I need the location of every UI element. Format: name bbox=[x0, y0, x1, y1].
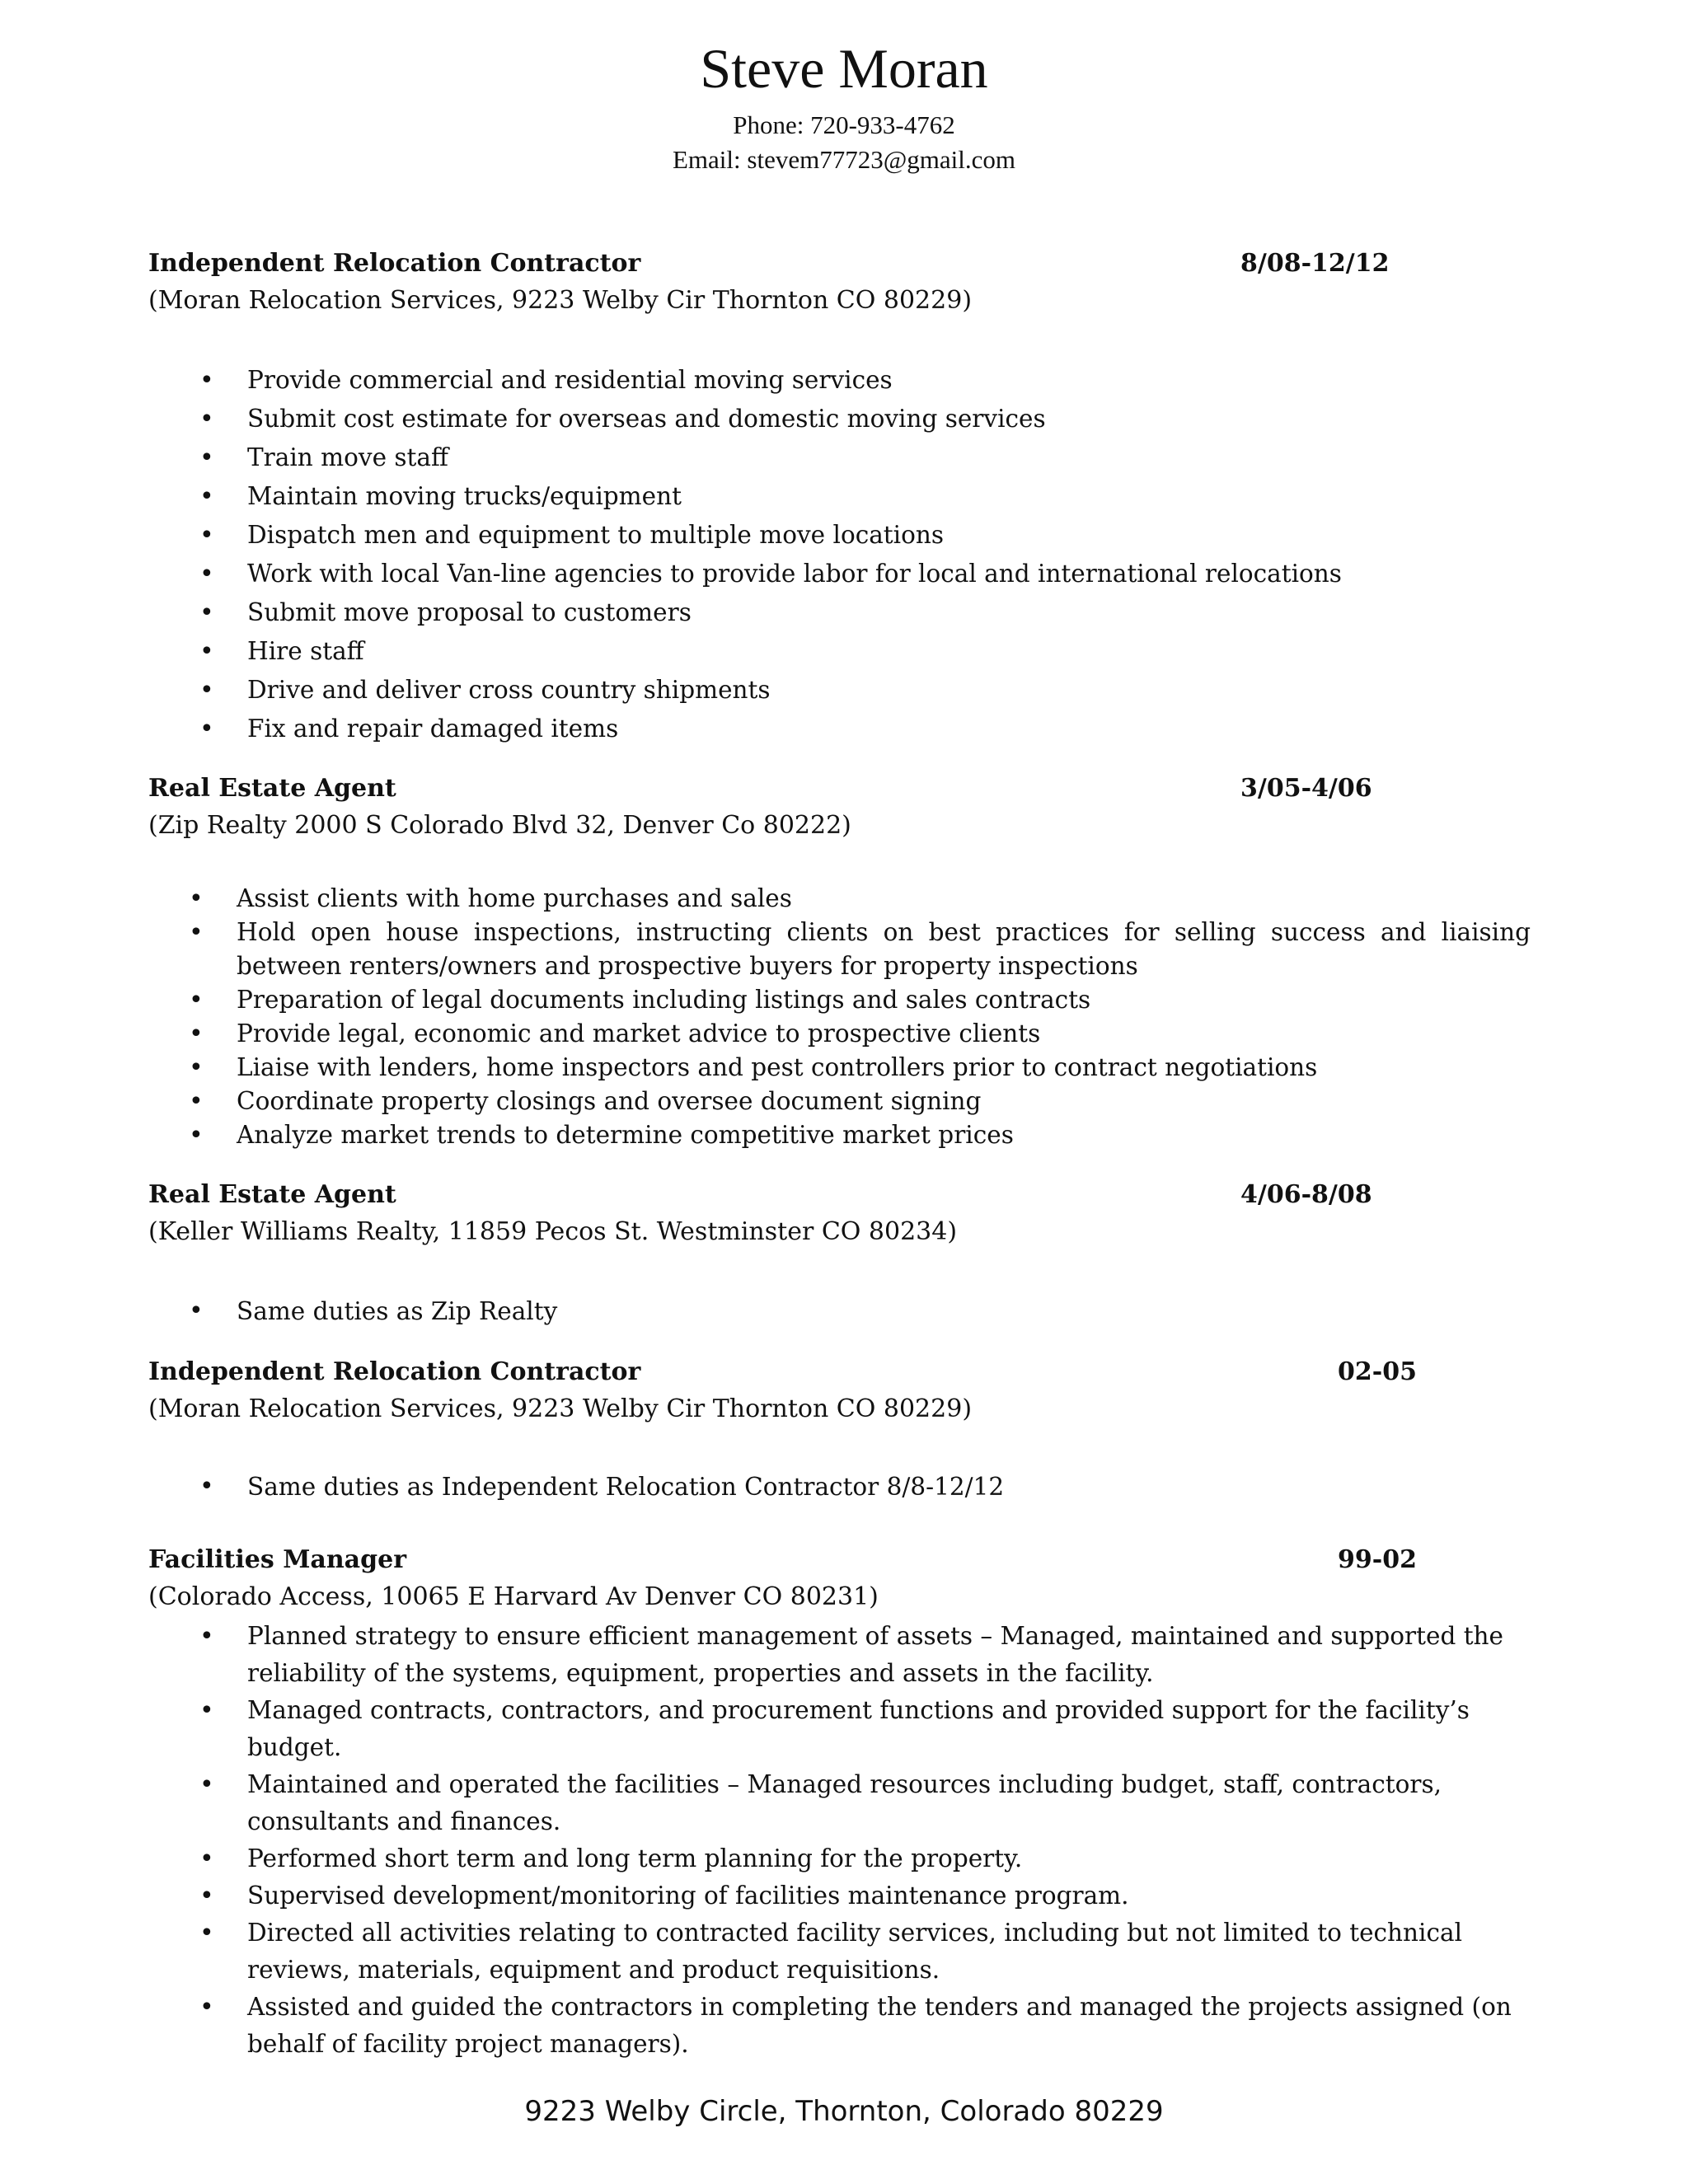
duty-list bbox=[237, 1294, 1473, 1329]
duty-item: • Analyze market trends to determine competitive market prices bbox=[237, 1118, 1531, 1152]
duty-item: • Same duties as Independent Relocation Contractor 8/8-12/12 bbox=[247, 1469, 1484, 1504]
duty-item: • Dispatch men and equipment to multiple move locations bbox=[247, 516, 1401, 555]
duty-list bbox=[247, 1469, 1484, 1504]
duty-item: • Directed all activities relating to contracted facility services, including but not limited to technical reviews, materials, equipment and product requisitions. bbox=[247, 1915, 1533, 1989]
duty-item: • Preparation of legal documents including listings and sales contracts bbox=[237, 983, 1531, 1017]
job-dates: 02-05 bbox=[1338, 1357, 1417, 1386]
job-title: Real Estate Agent bbox=[148, 774, 396, 803]
job-dates: 99-02 bbox=[1338, 1545, 1417, 1574]
duty-item: • Fix and repair damaged items bbox=[247, 710, 1401, 748]
duty-item: • Supervised development/monitoring of facilities maintenance program. bbox=[247, 1877, 1533, 1915]
duty-item: • Train move staff bbox=[247, 438, 1401, 477]
job-company: (Moran Relocation Services, 9223 Welby Cir Thornton CO 80229) bbox=[148, 286, 973, 315]
job-company: (Colorado Access, 10065 E Harvard Av Denver CO 80231) bbox=[148, 1582, 879, 1611]
duty-item: • Maintained and operated the facilities – Managed resources including budget, staff, contractors, consultants and finances. bbox=[247, 1766, 1533, 1840]
duty-item: • Assist clients with home purchases and sales bbox=[237, 882, 1531, 916]
job-dates: 4/06-8/08 bbox=[1240, 1180, 1372, 1209]
duty-item: • Managed contracts, contractors, and procurement functions and provided support for the facility’s budget. bbox=[247, 1692, 1533, 1766]
duty-item: • Submit move proposal to customers bbox=[247, 593, 1401, 632]
email-line: Email: stevem77723@gmail.com bbox=[673, 145, 1015, 174]
duty-item: • Drive and deliver cross country shipments bbox=[247, 671, 1401, 710]
duty-list bbox=[247, 361, 1401, 748]
job-dates: 8/08-12/12 bbox=[1240, 249, 1390, 278]
duty-item: • Work with local Van-line agencies to provide labor for local and international relocations bbox=[247, 555, 1401, 593]
duty-list bbox=[247, 1618, 1533, 2063]
duty-item: • Provide legal, economic and market advice to prospective clients bbox=[237, 1017, 1531, 1051]
job-title: Independent Relocation Contractor bbox=[148, 249, 641, 278]
job-company: (Keller Williams Realty, 11859 Pecos St. Westminster CO 80234) bbox=[148, 1217, 958, 1246]
duty-item: • Coordinate property closings and oversee document signing bbox=[237, 1085, 1531, 1118]
job-company: (Zip Realty 2000 S Colorado Blvd 32, Denver Co 80222) bbox=[148, 811, 851, 840]
duty-item: • Assisted and guided the contractors in completing the tenders and managed the projects assigned (on behalf of facility project managers). bbox=[247, 1989, 1533, 2063]
duty-item: • Submit cost estimate for overseas and domestic moving services bbox=[247, 400, 1401, 438]
phone-line: Phone: 720-933-4762 bbox=[733, 110, 955, 139]
footer-address: 9223 Welby Circle, Thornton, Colorado 80229 bbox=[524, 2095, 1164, 2128]
duty-item: • Maintain moving trucks/equipment bbox=[247, 477, 1401, 516]
duty-item: • Hire staff bbox=[247, 632, 1401, 671]
duty-item: • Performed short term and long term planning for the property. bbox=[247, 1840, 1533, 1877]
duty-item: • Planned strategy to ensure efficient management of assets – Managed, maintained and supported the reliability of the systems, equipment, properties and assets in the facility. bbox=[247, 1618, 1533, 1692]
duty-item: • Provide commercial and residential moving services bbox=[247, 361, 1401, 400]
duty-item: • Liaise with lenders, home inspectors and pest controllers prior to contract negotiations bbox=[237, 1051, 1531, 1085]
job-company: (Moran Relocation Services, 9223 Welby Cir Thornton CO 80229) bbox=[148, 1394, 973, 1423]
duty-list bbox=[237, 882, 1531, 1152]
duty-item: • Hold open house inspections, instructing clients on best practices for selling success and liaising between renters/owners and prospective buyers for property inspections bbox=[237, 916, 1531, 983]
job-title: Real Estate Agent bbox=[148, 1180, 396, 1209]
job-title: Independent Relocation Contractor bbox=[148, 1357, 641, 1386]
job-dates: 3/05-4/06 bbox=[1240, 774, 1372, 803]
duty-item: • Same duties as Zip Realty bbox=[237, 1294, 1473, 1329]
job-title: Facilities Manager bbox=[148, 1545, 406, 1574]
resume-name: Steve Moran bbox=[700, 37, 988, 100]
